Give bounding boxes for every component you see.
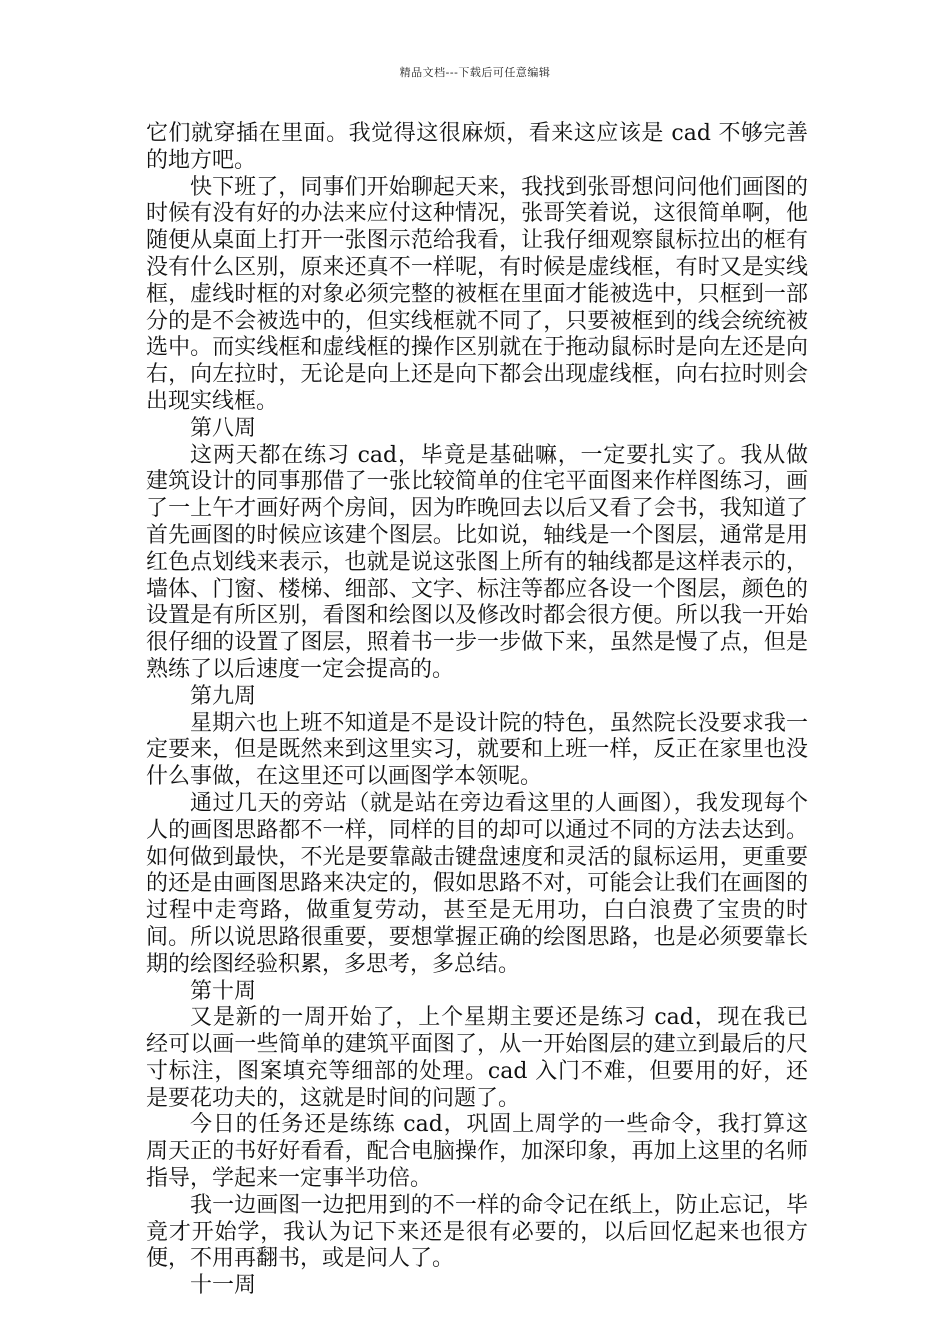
paragraph: 星期六也上班不知道是不是设计院的特色，虽然院长没要求我一定要来，但是既然来到这里实习，就要和上班一样，反正在家里也没什么事做，在这里还可以画图学本领呢。	[146, 710, 808, 790]
paragraph: 我一边画图一边把用到的不一样的命令记在纸上，防止忘记，毕竟才开始学，我认为记下来还是很有必要的，以后回忆起来也很方便，不用再翻书，或是问人了。	[146, 1192, 808, 1272]
paragraph: 通过几天的旁站（就是站在旁边看这里的人画图），我发现每个人的画图思路都不一样，同样的目的却可以通过不同的方法去达到。如何做到最快，不光是要靠敲击键盘速度和灵活的鼠标运用，更重要的还是由画图思路来决定的，假如思路不对，可能会让我们在画图的过程中走弯路，做重复劳动，甚至是无用功，白白浪费了宝贵的时间。所以说思路很重要，要想掌握正确的绘图思路，也是必须要靠长期的绘图经验积累，多思考，多总结。	[146, 790, 808, 977]
paragraph: 它们就穿插在里面。我觉得这很麻烦，看来这应该是 cad 不够完善的地方吧。	[146, 121, 808, 173]
paragraph: 快下班了，同事们开始聊起天来，我找到张哥想问问他们画图的时候有没有好的办法来应付这种情况，张哥笑着说，这很简单啊，他随便从桌面上打开一张图示范给我看，让我仔细观察鼠标拉出的框有没有什么区别，原来还真不一样呢，有时候是虚线框，有时又是实线框，虚线时框的对象必须完整的被框在里面才能被选中，只框到一部分的是不会被选中的，但实线框就不同了，只要被框到的线会统统被选中。而实线框和虚线框的操作区别就在于拖动鼠标时是向左还是向右，向左拉时，无论是向上还是向下都会出现虚线框，向右拉时则会出现实线框。	[146, 174, 808, 414]
section-heading: 第十周	[190, 978, 257, 1004]
paragraph: 又是新的一周开始了，上个星期主要还是练习 cad，现在我已经可以画一些简单的建筑平面图了，从一开始图层的建立到最后的尺寸标注，图案填充等细部的处理。cad 入门不难，但要用的好，还是要花功夫的，这就是时间的问题了。	[146, 1005, 808, 1111]
paragraph: 这两天都在练习 cad，毕竟是基础嘛，一定要扎实了。我从做建筑设计的同事那借了一张比较简单的住宅平面图来作样图练习，画了一上午才画好两个房间，因为昨晚回去以后又看了会书，我知道了首先画图的时候应该建个图层。比如说，轴线是一个图层，通常是用红色点划线来表示，也就是说这张图上所有的轴线都是这样表示的，墙体、门窗、楼梯、细部、文字、标注等都应各设一个图层，颜色的设置是有所区别，看图和绘图以及修改时都会很方便。所以我一开始很仔细的设置了图层，照着书一步一步做下来，虽然是慢了点，但是熟练了以后速度一定会提高的。	[146, 442, 808, 682]
section-heading: 十一周	[190, 1273, 257, 1299]
document-body	[146, 121, 808, 1300]
section-heading: 第八周	[190, 415, 257, 441]
paragraph: 今日的任务还是练练 cad，巩固上周学的一些命令，我打算这周天正的书好好看看，配合电脑操作，加深印象，再加上这里的名师指导，学起来一定事半功倍。	[146, 1112, 808, 1192]
section-heading: 第九周	[190, 683, 257, 709]
page-header: 精品文档---下载后可任意编辑	[399, 66, 551, 79]
